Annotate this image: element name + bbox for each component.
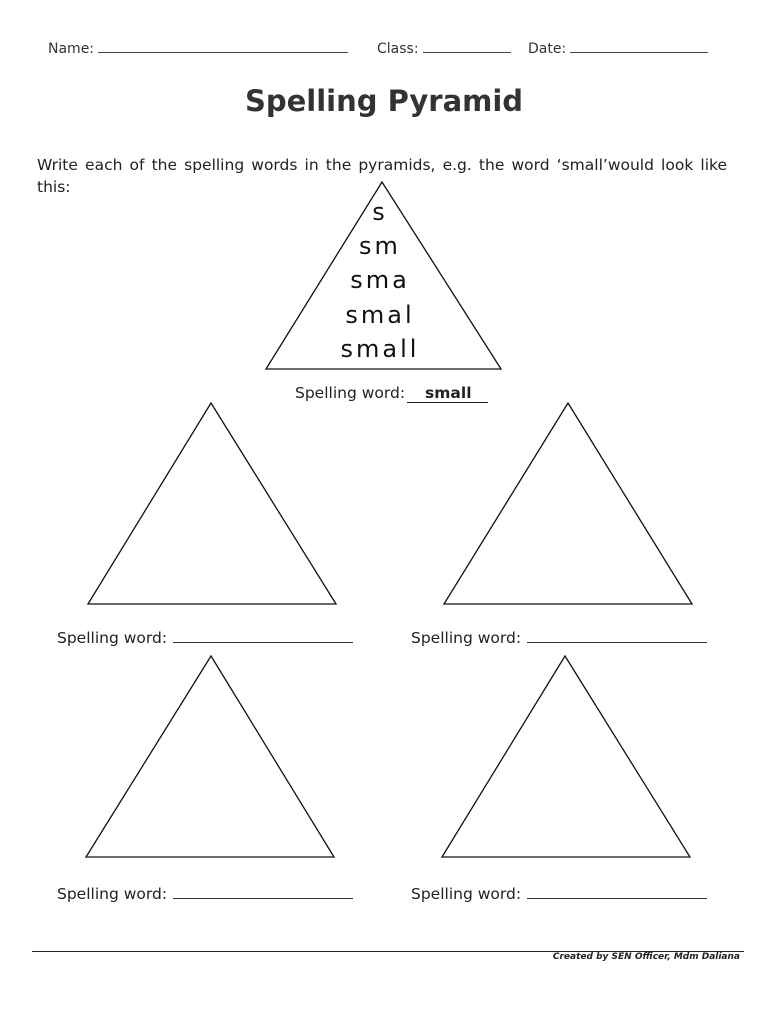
pyramid-triangle-4[interactable]	[440, 655, 692, 859]
spelling-word-label: Spelling word:	[411, 629, 522, 647]
spelling-word-field-1	[57, 628, 353, 647]
pyramid-line: s	[372, 198, 388, 226]
pyramid-line: small	[340, 335, 420, 363]
footer-credit: Created by SEN Officer, Mdm Daliana	[552, 952, 740, 962]
class-label: Class:	[377, 41, 419, 57]
header-fields	[0, 38, 768, 58]
spelling-word-label: Spelling word:	[411, 885, 522, 903]
example-label: Spelling word:	[295, 384, 406, 402]
spelling-word-field-3	[57, 884, 353, 903]
pyramid-line: sma	[350, 266, 410, 294]
pyramid-triangle-2[interactable]	[442, 402, 694, 606]
pyramid-triangle-3[interactable]	[84, 655, 336, 859]
pyramid-line: smal	[345, 301, 415, 329]
date-field	[528, 38, 708, 57]
instructions-text: Write each of the spelling words in the pyramids, e.g. the word ‘small’would look like this:	[37, 156, 727, 196]
spelling-word-label: Spelling word:	[57, 629, 168, 647]
spelling-word-field-2	[411, 628, 707, 647]
pyramid-triangle-1[interactable]	[86, 402, 338, 606]
spelling-word-field-4	[411, 884, 707, 903]
name-field	[48, 38, 348, 57]
class-blank[interactable]	[423, 38, 511, 53]
class-field	[377, 38, 511, 57]
example-spelling-word	[295, 384, 488, 403]
spelling-word-blank[interactable]	[527, 628, 707, 643]
page-title: Spelling Pyramid	[244, 84, 524, 118]
example-word: small	[407, 384, 487, 403]
spelling-word-blank[interactable]	[173, 884, 353, 899]
spelling-word-label: Spelling word:	[57, 885, 168, 903]
name-label: Name:	[48, 41, 95, 57]
spelling-word-blank[interactable]	[527, 884, 707, 899]
date-blank[interactable]	[570, 38, 708, 53]
pyramid-line: sm	[359, 232, 401, 260]
name-blank[interactable]	[98, 38, 348, 53]
spelling-word-blank[interactable]	[173, 628, 353, 643]
date-label: Date:	[528, 41, 567, 57]
